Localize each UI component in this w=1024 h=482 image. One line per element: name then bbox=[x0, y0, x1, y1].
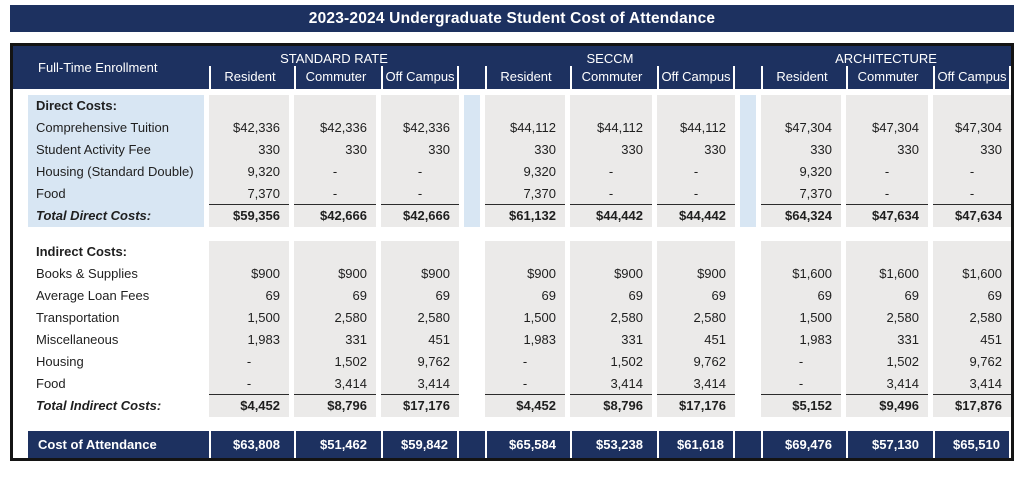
cell-value: $42,336 bbox=[209, 117, 289, 139]
column-header-off-campus: Off Campus bbox=[657, 66, 735, 89]
cell-value: 69 bbox=[294, 285, 376, 307]
group-spacer bbox=[740, 117, 756, 139]
cell-value: - bbox=[761, 351, 841, 373]
cell-value: - bbox=[657, 161, 735, 183]
cell-value: $900 bbox=[381, 263, 459, 285]
footer-value: $51,462 bbox=[294, 431, 376, 458]
cell-empty bbox=[657, 241, 735, 263]
group-spacer bbox=[464, 183, 480, 205]
cell-value: 2,580 bbox=[294, 307, 376, 329]
total-value: $17,176 bbox=[657, 395, 735, 417]
cell-value: 9,762 bbox=[933, 351, 1011, 373]
group-spacer bbox=[464, 205, 480, 227]
cell-value: 1,500 bbox=[485, 307, 565, 329]
column-header-resident: Resident bbox=[485, 66, 565, 89]
cell-value: 69 bbox=[846, 285, 928, 307]
column-header-off-campus: Off Campus bbox=[933, 66, 1011, 89]
cell-value: 3,414 bbox=[657, 373, 735, 395]
cell-value: - bbox=[933, 183, 1011, 205]
total-value: $5,152 bbox=[761, 395, 841, 417]
cell-value: - bbox=[381, 161, 459, 183]
table-body bbox=[13, 89, 1011, 417]
group-spacer bbox=[464, 395, 480, 417]
footer-value: $65,584 bbox=[485, 431, 565, 458]
cell-value: $900 bbox=[570, 263, 652, 285]
cell-value: 331 bbox=[294, 329, 376, 351]
group-spacer bbox=[464, 95, 480, 117]
cell-value: 331 bbox=[570, 329, 652, 351]
cell-value: 3,414 bbox=[933, 373, 1011, 395]
total-value: $47,634 bbox=[933, 205, 1011, 227]
group-spacer bbox=[464, 285, 480, 307]
group-spacer bbox=[740, 395, 756, 417]
group-spacer bbox=[740, 205, 756, 227]
total-label: Total Direct Costs: bbox=[28, 205, 204, 227]
cell-value: $47,304 bbox=[846, 117, 928, 139]
cell-empty bbox=[761, 241, 841, 263]
cell-value: $1,600 bbox=[933, 263, 1011, 285]
cell-empty bbox=[657, 95, 735, 117]
column-header-off-campus: Off Campus bbox=[381, 66, 459, 89]
total-label: Total Indirect Costs: bbox=[36, 398, 162, 413]
footer-value: $69,476 bbox=[761, 431, 841, 458]
cell-value: - bbox=[933, 161, 1011, 183]
cell-value: 69 bbox=[657, 285, 735, 307]
cell-value: - bbox=[485, 351, 565, 373]
row-label: Transportation bbox=[36, 310, 120, 325]
cell-value: $900 bbox=[657, 263, 735, 285]
cell-value: - bbox=[485, 373, 565, 395]
cell-value: 331 bbox=[846, 329, 928, 351]
footer-value: $61,618 bbox=[657, 431, 735, 458]
total-value: $17,876 bbox=[933, 395, 1011, 417]
total-value: $64,324 bbox=[761, 205, 841, 227]
cell-value: 7,370 bbox=[485, 183, 565, 205]
cell-value: 1,500 bbox=[761, 307, 841, 329]
footer-value: $53,238 bbox=[570, 431, 652, 458]
cell-value: $42,336 bbox=[294, 117, 376, 139]
section-direct-costs bbox=[28, 95, 1011, 227]
group-spacer bbox=[740, 139, 756, 161]
footer-value: $59,842 bbox=[381, 431, 459, 458]
section-indirect-costs bbox=[28, 241, 1011, 417]
cell-value: 330 bbox=[485, 139, 565, 161]
total-value: $42,666 bbox=[294, 205, 376, 227]
cell-empty bbox=[846, 241, 928, 263]
cell-value: 1,983 bbox=[761, 329, 841, 351]
group-title-architecture: ARCHITECTURE bbox=[835, 51, 937, 66]
cell-value: 330 bbox=[761, 139, 841, 161]
group-spacer bbox=[740, 307, 756, 329]
column-header-commuter: Commuter bbox=[846, 66, 928, 89]
corner-label: Full-Time Enrollment bbox=[38, 60, 158, 75]
group-spacer bbox=[740, 373, 756, 395]
cell-empty bbox=[485, 95, 565, 117]
cell-empty bbox=[294, 241, 376, 263]
section-heading: Indirect Costs: bbox=[36, 244, 128, 259]
cell-empty bbox=[294, 95, 376, 117]
group-spacer bbox=[740, 285, 756, 307]
total-value: $61,132 bbox=[485, 205, 565, 227]
row-label: Food bbox=[28, 183, 204, 205]
column-header-commuter: Commuter bbox=[294, 66, 376, 89]
cell-value: 9,320 bbox=[209, 161, 289, 183]
row-label: Average Loan Fees bbox=[36, 288, 150, 303]
cell-value: 69 bbox=[485, 285, 565, 307]
group-spacer bbox=[464, 139, 480, 161]
cell-value: 1,983 bbox=[209, 329, 289, 351]
footer-value: $63,808 bbox=[209, 431, 289, 458]
cost-of-attendance-table bbox=[10, 43, 1014, 461]
cell-value: $900 bbox=[485, 263, 565, 285]
group-spacer bbox=[464, 307, 480, 329]
cell-value: 9,320 bbox=[761, 161, 841, 183]
column-header-resident: Resident bbox=[761, 66, 841, 89]
cell-value: 330 bbox=[933, 139, 1011, 161]
cell-value: - bbox=[570, 183, 652, 205]
cell-empty bbox=[381, 95, 459, 117]
cell-value: 1,983 bbox=[485, 329, 565, 351]
cell-value: 7,370 bbox=[209, 183, 289, 205]
cell-value: - bbox=[209, 351, 289, 373]
cell-value: 330 bbox=[209, 139, 289, 161]
total-value: $59,356 bbox=[209, 205, 289, 227]
cell-value: $47,304 bbox=[761, 117, 841, 139]
cell-value: - bbox=[761, 373, 841, 395]
cell-value: $47,304 bbox=[933, 117, 1011, 139]
cell-value: 330 bbox=[381, 139, 459, 161]
cell-value: - bbox=[846, 183, 928, 205]
cell-empty bbox=[933, 95, 1011, 117]
total-value: $4,452 bbox=[209, 395, 289, 417]
total-value: $17,176 bbox=[381, 395, 459, 417]
cell-value: 7,370 bbox=[761, 183, 841, 205]
group-spacer bbox=[740, 161, 756, 183]
cell-value: $900 bbox=[209, 263, 289, 285]
cell-value: 330 bbox=[846, 139, 928, 161]
cell-value: $1,600 bbox=[846, 263, 928, 285]
page-title: 2023-2024 Undergraduate Student Cost of Attendance bbox=[10, 5, 1014, 32]
cell-empty bbox=[761, 95, 841, 117]
cell-value: 2,580 bbox=[570, 307, 652, 329]
table-header bbox=[28, 46, 1011, 89]
cost-of-attendance-row bbox=[28, 431, 1011, 458]
cell-value: 3,414 bbox=[294, 373, 376, 395]
total-value: $44,442 bbox=[657, 205, 735, 227]
cell-value: - bbox=[657, 183, 735, 205]
group-spacer bbox=[464, 373, 480, 395]
cell-empty bbox=[485, 241, 565, 263]
cell-empty bbox=[570, 95, 652, 117]
cell-value: 330 bbox=[294, 139, 376, 161]
footer-label: Cost of Attendance bbox=[38, 437, 157, 452]
cell-value: 1,502 bbox=[294, 351, 376, 373]
total-value: $47,634 bbox=[846, 205, 928, 227]
cell-empty bbox=[933, 241, 1011, 263]
cell-value: $44,112 bbox=[485, 117, 565, 139]
cell-value: 451 bbox=[657, 329, 735, 351]
cell-value: - bbox=[294, 161, 376, 183]
cell-value: - bbox=[294, 183, 376, 205]
row-label: Comprehensive Tuition bbox=[28, 117, 204, 139]
group-title-standard-rate: STANDARD RATE bbox=[280, 51, 388, 66]
row-label: Housing bbox=[36, 354, 84, 369]
cell-value: - bbox=[381, 183, 459, 205]
cell-value: 330 bbox=[570, 139, 652, 161]
cell-value: - bbox=[570, 161, 652, 183]
cell-value: 9,762 bbox=[657, 351, 735, 373]
group-spacer bbox=[464, 117, 480, 139]
cell-value: 1,500 bbox=[209, 307, 289, 329]
group-spacer bbox=[464, 431, 480, 458]
cell-value: - bbox=[846, 161, 928, 183]
cell-value: 69 bbox=[761, 285, 841, 307]
group-title-seccm: SECCM bbox=[586, 51, 634, 66]
row-label: Miscellaneous bbox=[36, 332, 119, 347]
group-spacer bbox=[740, 329, 756, 351]
cell-value: 69 bbox=[570, 285, 652, 307]
cell-value: 3,414 bbox=[570, 373, 652, 395]
cell-value: $42,336 bbox=[381, 117, 459, 139]
group-spacer bbox=[740, 351, 756, 373]
cell-value: 69 bbox=[933, 285, 1011, 307]
row-label: Student Activity Fee bbox=[28, 139, 204, 161]
row-label: Books & Supplies bbox=[36, 266, 138, 281]
cell-value: $44,112 bbox=[570, 117, 652, 139]
row-label: Housing (Standard Double) bbox=[28, 161, 204, 183]
group-spacer bbox=[464, 263, 480, 285]
group-spacer bbox=[464, 241, 480, 263]
cell-value: 9,320 bbox=[485, 161, 565, 183]
cell-value: 69 bbox=[381, 285, 459, 307]
cell-empty bbox=[846, 95, 928, 117]
cell-empty bbox=[570, 241, 652, 263]
group-spacer bbox=[464, 329, 480, 351]
cell-value: 1,502 bbox=[570, 351, 652, 373]
cell-value: 3,414 bbox=[846, 373, 928, 395]
row-label: Food bbox=[36, 376, 66, 391]
group-spacer bbox=[740, 95, 756, 117]
total-value: $44,442 bbox=[570, 205, 652, 227]
cell-value: 451 bbox=[381, 329, 459, 351]
total-value: $9,496 bbox=[846, 395, 928, 417]
group-spacer bbox=[740, 241, 756, 263]
cell-value: 9,762 bbox=[381, 351, 459, 373]
cell-value: 69 bbox=[209, 285, 289, 307]
section-heading: Direct Costs: bbox=[28, 95, 204, 117]
cell-value: 2,580 bbox=[657, 307, 735, 329]
total-value: $8,796 bbox=[294, 395, 376, 417]
column-header-commuter: Commuter bbox=[570, 66, 652, 89]
cell-value: $44,112 bbox=[657, 117, 735, 139]
group-spacer bbox=[464, 351, 480, 373]
table-header-band bbox=[13, 46, 1011, 89]
group-spacer bbox=[740, 263, 756, 285]
cell-empty bbox=[209, 95, 289, 117]
total-value: $4,452 bbox=[485, 395, 565, 417]
cell-value: - bbox=[209, 373, 289, 395]
cell-value: $900 bbox=[294, 263, 376, 285]
cell-value: 451 bbox=[933, 329, 1011, 351]
footer-value: $57,130 bbox=[846, 431, 928, 458]
total-value: $42,666 bbox=[381, 205, 459, 227]
total-value: $8,796 bbox=[570, 395, 652, 417]
group-spacer bbox=[464, 161, 480, 183]
cell-value: 2,580 bbox=[381, 307, 459, 329]
cell-value: 2,580 bbox=[846, 307, 928, 329]
cell-empty bbox=[381, 241, 459, 263]
cell-empty bbox=[209, 241, 289, 263]
cell-value: 1,502 bbox=[846, 351, 928, 373]
group-spacer bbox=[740, 183, 756, 205]
cell-value: 2,580 bbox=[933, 307, 1011, 329]
cell-value: 330 bbox=[657, 139, 735, 161]
cell-value: 3,414 bbox=[381, 373, 459, 395]
footer-value: $65,510 bbox=[933, 431, 1011, 458]
column-header-resident: Resident bbox=[209, 66, 289, 89]
group-spacer bbox=[740, 431, 756, 458]
cell-value: $1,600 bbox=[761, 263, 841, 285]
